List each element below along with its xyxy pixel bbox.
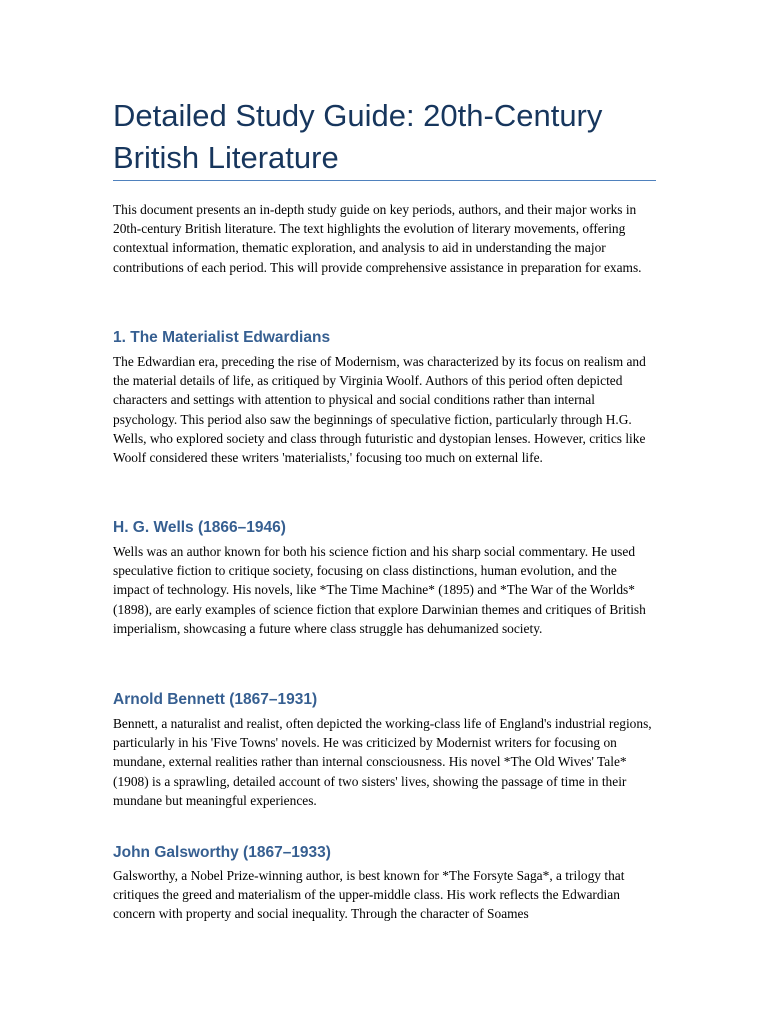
- intro-paragraph: This document presents an in-depth study guide on key periods, authors, and their major works in 20th-century British literature. The text highlights the evolution of literary movements, offering contextual information, thematic exploration, and analysis to aid in understanding the major contributions of each period. This will provide comprehensive assistance in preparation for exams.: [113, 202, 642, 275]
- section-heading-hg-wells: H. G. Wells (1866–1946): [113, 519, 286, 536]
- section-heading-materialist-edwardians: 1. The Materialist Edwardians: [113, 329, 331, 346]
- section-body-materialist-edwardians: The Edwardian era, preceding the rise of Modernism, was characterized by its focus on realism and the material details of life, as critiqued by Virginia Woolf. Authors of this period often depicted characters and settings with attention to physical and social conditions rather than internal psychology. This period also saw the beginnings of speculative fiction, particularly through H.G. Wells, who explored society and class through futuristic and dystopian lenses. However, critics like Woolf considered these writers 'materialists,' focusing too much on external life.: [113, 354, 646, 466]
- document-title: Detailed Study Guide: 20th-Century British Literature: [113, 98, 603, 175]
- section-body-john-galsworthy: Galsworthy, a Nobel Prize-winning author, is best known for *The Forsyte Saga*, a trilogy that critiques the greed and materialism of the upper-middle class. His work reflects the Edwardian concern with property and social inequality. Through the character of Soames: [113, 868, 625, 922]
- section-body-arnold-bennett: Bennett, a naturalist and realist, often depicted the working-class life of England's industrial regions, particularly in his 'Five Towns' novels. He was criticized by Modernist writers for focusing on mundane, external realities rather than internal consciousness. His novel *The Old Wives' Tale* (1908) is a sprawling, detailed account of two sisters' lives, showing the passage of time in their mundane but meaningful experiences.: [113, 716, 652, 808]
- title-underline: [113, 180, 656, 181]
- section-heading-john-galsworthy: John Galsworthy (1867–1933): [113, 844, 331, 861]
- section-heading-arnold-bennett: Arnold Bennett (1867–1931): [113, 691, 318, 708]
- section-body-hg-wells: Wells was an author known for both his science fiction and his sharp social commentary. He used speculative fiction to critique society, focusing on class distinctions, human evolution, and the impact of technology. His novels, like *The Time Machine* (1895) and *The War of the Worlds* (1898), are early examples of science fiction that explore Darwinian themes and critiques of British imperialism, showcasing a future where class struggle has dehumanized society.: [113, 544, 646, 636]
